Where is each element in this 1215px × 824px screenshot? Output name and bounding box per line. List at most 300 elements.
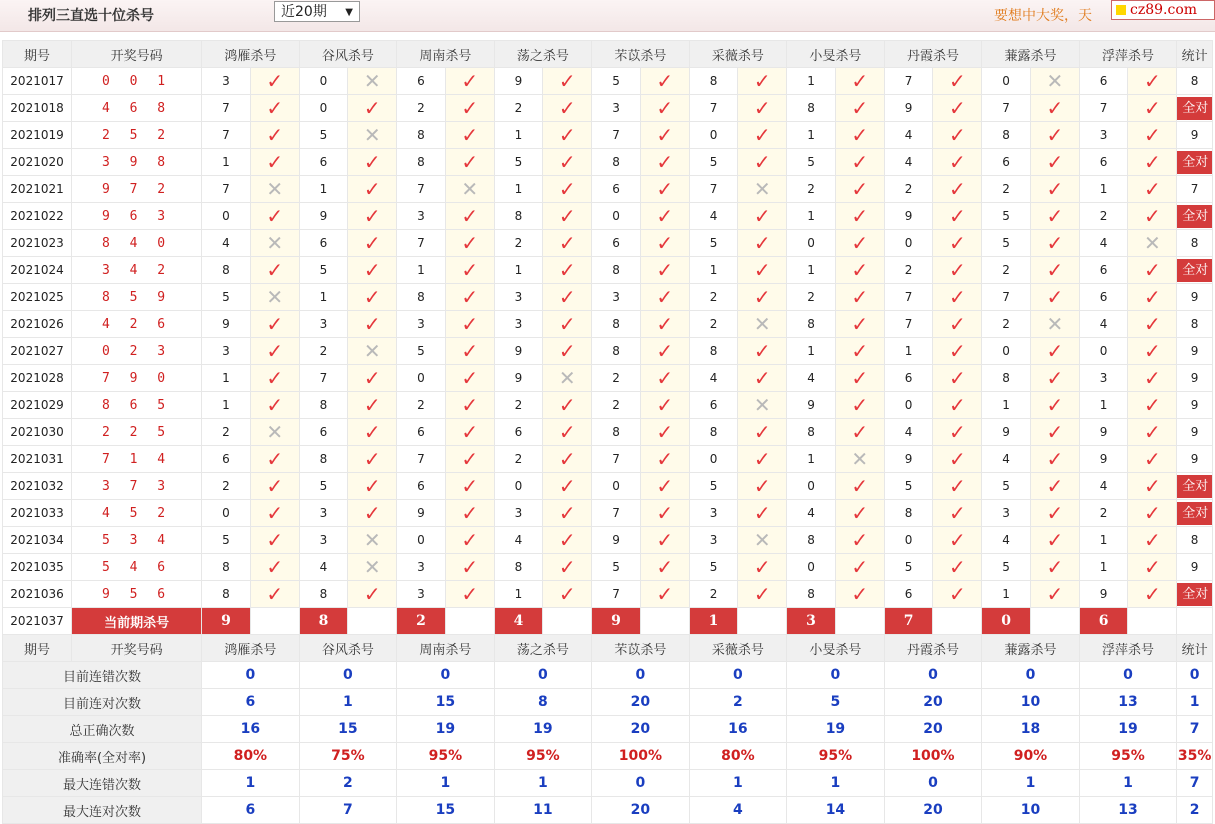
all-correct-badge: 全对 <box>1177 151 1212 174</box>
all-correct-badge: 全对 <box>1177 97 1212 120</box>
kill-number: 1 <box>982 392 1031 419</box>
result-cell <box>445 581 494 608</box>
check-icon: ✓ <box>266 581 284 606</box>
check-icon: ✓ <box>1046 284 1064 309</box>
result-cell <box>250 500 299 527</box>
summary-value: 95% <box>494 743 592 770</box>
kill-number: 1 <box>787 203 836 230</box>
kill-number: 2 <box>884 257 933 284</box>
check-icon: ✓ <box>948 527 966 552</box>
check-icon: ✓ <box>266 95 284 120</box>
result-cell <box>543 68 592 95</box>
summary-label: 目前连错次数 <box>3 662 202 689</box>
check-icon: ✓ <box>656 473 674 498</box>
check-icon: ✓ <box>1046 527 1064 552</box>
check-icon: ✓ <box>753 446 771 471</box>
result-cell <box>738 527 787 554</box>
result-cell <box>835 203 884 230</box>
result-cell <box>250 365 299 392</box>
kill-number: 7 <box>884 284 933 311</box>
kill-number: 3 <box>299 311 348 338</box>
check-icon: ✓ <box>851 311 869 336</box>
check-icon: ✓ <box>461 446 479 471</box>
issue-number: 2021030 <box>3 419 72 446</box>
kill-number: 2 <box>494 446 543 473</box>
check-icon: ✓ <box>266 311 284 336</box>
kill-number: 0 <box>397 365 446 392</box>
check-icon: ✓ <box>1046 95 1064 120</box>
result-cell <box>640 311 689 338</box>
check-icon: ✓ <box>656 203 674 228</box>
kill-number: 3 <box>689 500 738 527</box>
check-icon: ✓ <box>1143 311 1161 336</box>
kill-number: 9 <box>1079 419 1128 446</box>
table-row <box>3 68 1213 95</box>
slogan-text[interactable]: 要想中大奖，天 <box>994 8 1092 24</box>
kill-number: 0 <box>982 338 1031 365</box>
kill-number: 2 <box>397 95 446 122</box>
kill-number: 1 <box>787 257 836 284</box>
header-expert: 蒹露杀号 <box>982 41 1080 68</box>
check-icon: ✓ <box>1046 446 1064 471</box>
check-icon: ✓ <box>656 446 674 471</box>
kill-number: 0 <box>689 122 738 149</box>
result-cell <box>445 527 494 554</box>
result-cell <box>348 311 397 338</box>
check-icon: ✓ <box>266 203 284 228</box>
result-cell <box>445 68 494 95</box>
kill-number: 8 <box>494 203 543 230</box>
result-cell <box>445 122 494 149</box>
check-icon: ✓ <box>363 500 381 525</box>
kill-number: 6 <box>1079 284 1128 311</box>
stat-value: 9 <box>1190 452 1199 466</box>
current-empty-cell <box>543 608 592 635</box>
kill-number: 3 <box>299 500 348 527</box>
result-cell <box>1128 122 1177 149</box>
kill-number: 0 <box>299 68 348 95</box>
table-row <box>3 392 1213 419</box>
kill-number: 4 <box>884 122 933 149</box>
check-icon: ✓ <box>461 527 479 552</box>
summary-value: 0 <box>202 662 300 689</box>
summary-value: 18 <box>982 716 1080 743</box>
check-icon: ✓ <box>1143 149 1161 174</box>
top-bar <box>0 0 1215 32</box>
kill-number: 8 <box>397 149 446 176</box>
brand-square-icon <box>1116 5 1126 15</box>
summary-label: 最大连对次数 <box>3 797 202 824</box>
kill-number: 2 <box>1079 500 1128 527</box>
result-cell <box>1030 473 1079 500</box>
draw-numbers: 5 3 4 <box>72 527 202 554</box>
check-icon: ✓ <box>1046 392 1064 417</box>
summary-row <box>3 689 1213 716</box>
kill-number: 4 <box>884 419 933 446</box>
result-cell <box>835 581 884 608</box>
check-icon: ✓ <box>753 203 771 228</box>
result-cell <box>1030 581 1079 608</box>
result-cell <box>348 230 397 257</box>
period-select[interactable] <box>274 1 360 22</box>
check-icon: ✓ <box>851 284 869 309</box>
result-cell <box>1128 419 1177 446</box>
kill-number: 6 <box>1079 257 1128 284</box>
result-cell <box>1128 311 1177 338</box>
kill-number: 2 <box>787 284 836 311</box>
current-kill-number: 0 <box>982 608 1031 635</box>
check-icon: ✓ <box>558 257 576 282</box>
kill-number: 6 <box>299 149 348 176</box>
check-icon: ✓ <box>753 473 771 498</box>
result-cell <box>835 446 884 473</box>
check-icon: ✓ <box>851 176 869 201</box>
result-cell <box>933 122 982 149</box>
check-icon: ✓ <box>558 419 576 444</box>
result-cell <box>835 365 884 392</box>
summary-value: 20 <box>592 689 690 716</box>
check-icon: ✓ <box>266 149 284 174</box>
summary-value: 6 <box>202 689 300 716</box>
summary-value: 15 <box>397 797 495 824</box>
kill-number: 7 <box>689 95 738 122</box>
draw-numbers: 4 2 6 <box>72 311 202 338</box>
kill-number: 3 <box>592 95 641 122</box>
check-icon: ✓ <box>656 581 674 606</box>
summary-row <box>3 743 1213 770</box>
kill-number: 3 <box>202 68 251 95</box>
check-icon: ✓ <box>948 419 966 444</box>
kill-number: 3 <box>982 500 1031 527</box>
header-expert: 小旻杀号 <box>787 635 885 662</box>
result-cell <box>640 419 689 446</box>
table-row <box>3 176 1213 203</box>
kill-number: 5 <box>592 554 641 581</box>
kill-number: 2 <box>689 581 738 608</box>
summary-value: 1 <box>397 770 495 797</box>
summary-value: 80% <box>689 743 787 770</box>
check-icon: ✓ <box>461 500 479 525</box>
result-cell <box>543 446 592 473</box>
check-icon: ✓ <box>948 311 966 336</box>
result-cell <box>933 338 982 365</box>
summary-stat-value: 35% <box>1177 743 1213 770</box>
current-empty-cell <box>835 608 884 635</box>
check-icon: ✓ <box>363 284 381 309</box>
result-cell <box>1030 230 1079 257</box>
result-cell <box>445 149 494 176</box>
check-icon: ✓ <box>266 554 284 579</box>
summary-value: 19 <box>494 716 592 743</box>
result-cell <box>835 68 884 95</box>
result-cell <box>250 68 299 95</box>
kill-number: 5 <box>787 149 836 176</box>
stat-value: 7 <box>1190 182 1199 196</box>
result-cell <box>348 176 397 203</box>
cross-icon: ✕ <box>753 527 771 552</box>
kill-number: 5 <box>689 473 738 500</box>
result-cell <box>348 392 397 419</box>
result-cell <box>640 257 689 284</box>
kill-number: 2 <box>592 392 641 419</box>
kill-number: 8 <box>592 419 641 446</box>
kill-number: 2 <box>1079 203 1128 230</box>
stat-cell <box>1177 284 1213 311</box>
summary-value: 20 <box>592 797 690 824</box>
result-cell <box>1128 446 1177 473</box>
kill-number: 3 <box>494 500 543 527</box>
result-cell <box>543 95 592 122</box>
result-cell <box>1128 554 1177 581</box>
result-cell <box>640 203 689 230</box>
kill-number: 8 <box>884 500 933 527</box>
kill-number: 7 <box>202 122 251 149</box>
current-issue-number: 2021037 <box>3 608 72 635</box>
check-icon: ✓ <box>266 338 284 363</box>
kill-number: 0 <box>299 95 348 122</box>
kill-number: 5 <box>689 230 738 257</box>
result-cell <box>1128 392 1177 419</box>
result-cell <box>348 446 397 473</box>
table-row <box>3 95 1213 122</box>
current-kill-label: 当前期杀号 <box>72 608 202 635</box>
kill-number: 1 <box>982 581 1031 608</box>
issue-number: 2021032 <box>3 473 72 500</box>
current-empty-cell <box>1128 608 1177 635</box>
check-icon: ✓ <box>1046 500 1064 525</box>
brand-text: cz89.com <box>1130 2 1198 18</box>
result-cell <box>445 203 494 230</box>
result-cell <box>640 149 689 176</box>
check-icon: ✓ <box>1143 68 1161 93</box>
check-icon: ✓ <box>851 338 869 363</box>
stat-cell <box>1177 473 1213 500</box>
header-stat: 统计 <box>1177 41 1213 68</box>
result-cell <box>250 284 299 311</box>
summary-value: 1 <box>494 770 592 797</box>
result-cell <box>348 419 397 446</box>
summary-value: 0 <box>397 662 495 689</box>
draw-numbers: 3 9 8 <box>72 149 202 176</box>
check-icon: ✓ <box>851 500 869 525</box>
kill-number: 1 <box>689 257 738 284</box>
chevron-down-icon: ▼ <box>345 7 353 18</box>
summary-value: 0 <box>787 662 885 689</box>
check-icon: ✓ <box>1143 365 1161 390</box>
draw-numbers: 4 6 8 <box>72 95 202 122</box>
summary-value: 10 <box>982 797 1080 824</box>
kill-number: 6 <box>299 230 348 257</box>
kill-number: 6 <box>1079 68 1128 95</box>
kill-number: 4 <box>787 365 836 392</box>
kill-number: 5 <box>299 473 348 500</box>
kill-number: 9 <box>884 95 933 122</box>
kill-number: 1 <box>1079 554 1128 581</box>
check-icon: ✓ <box>948 446 966 471</box>
check-icon: ✓ <box>461 203 479 228</box>
draw-numbers: 8 6 5 <box>72 392 202 419</box>
result-cell <box>1128 203 1177 230</box>
check-icon: ✓ <box>656 527 674 552</box>
stat-value: 9 <box>1190 371 1199 385</box>
kill-number: 4 <box>299 554 348 581</box>
kill-number: 7 <box>592 581 641 608</box>
header-issue: 期号 <box>3 635 72 662</box>
check-icon: ✓ <box>851 95 869 120</box>
summary-stat-value: 2 <box>1177 797 1213 824</box>
kill-number: 8 <box>397 122 446 149</box>
summary-value: 10 <box>982 689 1080 716</box>
kill-number: 8 <box>787 419 836 446</box>
draw-numbers: 9 7 2 <box>72 176 202 203</box>
kill-number: 5 <box>299 122 348 149</box>
check-icon: ✓ <box>753 95 771 120</box>
check-icon: ✓ <box>266 392 284 417</box>
kill-number: 6 <box>884 581 933 608</box>
kill-number: 0 <box>884 392 933 419</box>
draw-numbers: 3 7 3 <box>72 473 202 500</box>
current-kill-number: 1 <box>689 608 738 635</box>
check-icon: ✓ <box>1046 122 1064 147</box>
summary-row <box>3 770 1213 797</box>
issue-number: 2021029 <box>3 392 72 419</box>
check-icon: ✓ <box>558 581 576 606</box>
result-cell <box>738 95 787 122</box>
check-icon: ✓ <box>948 149 966 174</box>
header-expert: 丹霞杀号 <box>884 41 982 68</box>
summary-value: 1 <box>787 770 885 797</box>
summary-header-row <box>3 635 1213 662</box>
summary-value: 75% <box>299 743 397 770</box>
kill-number: 5 <box>592 68 641 95</box>
header-draw-numbers: 开奖号码 <box>72 41 202 68</box>
check-icon: ✓ <box>753 68 771 93</box>
check-icon: ✓ <box>753 122 771 147</box>
check-icon: ✓ <box>656 554 674 579</box>
check-icon: ✓ <box>363 257 381 282</box>
summary-value: 95% <box>397 743 495 770</box>
kill-number: 4 <box>787 500 836 527</box>
kill-number: 7 <box>884 68 933 95</box>
result-cell <box>1128 176 1177 203</box>
stat-value: 8 <box>1190 533 1199 547</box>
draw-numbers: 5 4 6 <box>72 554 202 581</box>
kill-number: 0 <box>884 527 933 554</box>
stat-cell <box>1177 338 1213 365</box>
stat-value: 8 <box>1190 236 1199 250</box>
kill-number: 9 <box>1079 581 1128 608</box>
kill-number: 4 <box>1079 230 1128 257</box>
check-icon: ✓ <box>1143 527 1161 552</box>
all-correct-badge: 全对 <box>1177 259 1212 282</box>
stat-cell <box>1177 203 1213 230</box>
stat-value: 9 <box>1190 344 1199 358</box>
result-cell <box>1128 68 1177 95</box>
check-icon: ✓ <box>948 554 966 579</box>
summary-value: 0 <box>494 662 592 689</box>
brand-logo[interactable] <box>1111 0 1215 20</box>
header-issue: 期号 <box>3 41 72 68</box>
summary-row <box>3 662 1213 689</box>
kill-number: 0 <box>494 473 543 500</box>
kill-number: 9 <box>397 500 446 527</box>
header-expert: 鸿雁杀号 <box>202 635 300 662</box>
check-icon: ✓ <box>851 419 869 444</box>
result-cell <box>835 473 884 500</box>
kill-number: 1 <box>884 338 933 365</box>
check-icon: ✓ <box>266 446 284 471</box>
table-row <box>3 122 1213 149</box>
all-correct-badge: 全对 <box>1177 583 1212 606</box>
result-cell <box>1030 365 1079 392</box>
draw-numbers: 2 5 2 <box>72 122 202 149</box>
kill-number: 2 <box>494 392 543 419</box>
summary-row <box>3 716 1213 743</box>
table-row <box>3 500 1213 527</box>
kill-number: 4 <box>982 446 1031 473</box>
kill-number: 3 <box>202 338 251 365</box>
summary-value: 2 <box>689 689 787 716</box>
kill-number: 2 <box>689 311 738 338</box>
table-row <box>3 554 1213 581</box>
result-cell <box>250 176 299 203</box>
check-icon: ✓ <box>363 203 381 228</box>
stat-cell <box>1177 176 1213 203</box>
result-cell <box>445 257 494 284</box>
result-cell <box>1128 581 1177 608</box>
result-cell <box>738 581 787 608</box>
result-cell <box>738 500 787 527</box>
result-cell <box>543 392 592 419</box>
kill-number: 8 <box>689 68 738 95</box>
summary-value: 16 <box>202 716 300 743</box>
check-icon: ✓ <box>558 500 576 525</box>
check-icon: ✓ <box>656 419 674 444</box>
result-cell <box>640 527 689 554</box>
check-icon: ✓ <box>558 311 576 336</box>
result-cell <box>543 176 592 203</box>
result-cell <box>835 392 884 419</box>
stat-cell <box>1177 257 1213 284</box>
current-kill-number: 9 <box>592 608 641 635</box>
cross-icon: ✕ <box>851 446 869 471</box>
check-icon: ✓ <box>1046 581 1064 606</box>
issue-number: 2021023 <box>3 230 72 257</box>
kill-number: 9 <box>299 203 348 230</box>
current-kill-number: 9 <box>202 608 251 635</box>
header-expert: 浮萍杀号 <box>1079 41 1177 68</box>
draw-numbers: 8 4 0 <box>72 230 202 257</box>
result-cell <box>250 581 299 608</box>
result-cell <box>348 122 397 149</box>
issue-number: 2021025 <box>3 284 72 311</box>
all-correct-badge: 全对 <box>1177 475 1212 498</box>
result-cell <box>250 230 299 257</box>
kill-number: 8 <box>592 338 641 365</box>
issue-number: 2021034 <box>3 527 72 554</box>
issue-number: 2021024 <box>3 257 72 284</box>
table-row <box>3 473 1213 500</box>
kill-number: 6 <box>592 176 641 203</box>
result-cell <box>250 122 299 149</box>
summary-row <box>3 797 1213 824</box>
check-icon: ✓ <box>1143 473 1161 498</box>
kill-number: 2 <box>982 257 1031 284</box>
check-icon: ✓ <box>753 581 771 606</box>
kill-number: 8 <box>299 392 348 419</box>
header-expert: 谷风杀号 <box>299 41 397 68</box>
result-cell <box>543 230 592 257</box>
